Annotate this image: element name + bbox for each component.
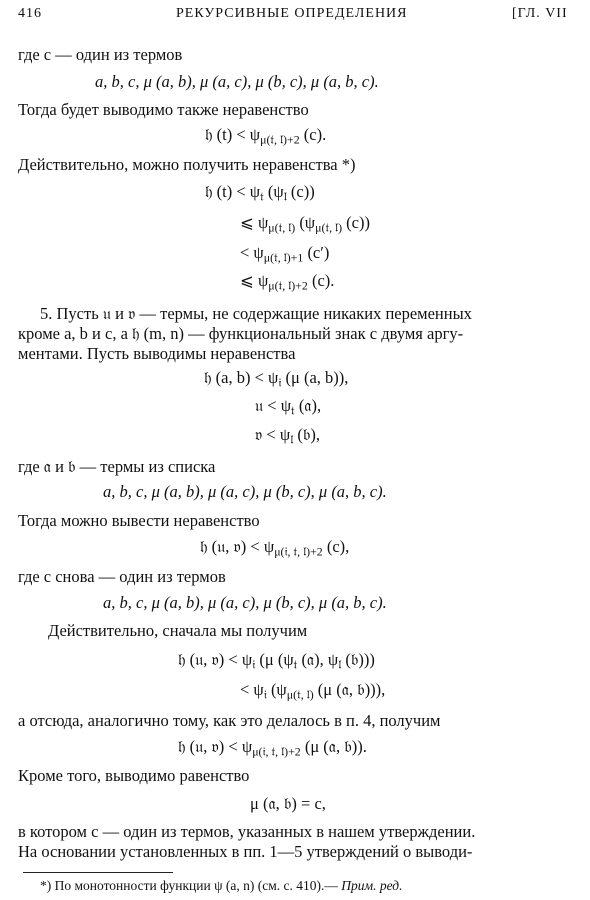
text-line: Действительно, сначала мы получим bbox=[48, 621, 308, 640]
text-line: Кроме того, выводимо равенство bbox=[18, 766, 250, 785]
formula: μ (𝔞, 𝔟) = c, bbox=[250, 794, 326, 813]
text-line: Тогда будет выводимо также неравенство bbox=[18, 100, 309, 119]
editor-note: Прим. ред. bbox=[341, 878, 403, 893]
formula-terms: a, b, c, μ (a, b), μ (a, c), μ (b, c), μ (a, b, c). bbox=[103, 593, 387, 612]
text-line: а отсюда, аналогично тому, как это делалось в п. 4, получим bbox=[18, 711, 441, 730]
text-line: где 𝔞 и 𝔟 — термы из списка bbox=[18, 457, 216, 476]
formula: 𝔥 $(t) < \psi_𝔱$ ($\psi_𝔩$ (c)) bbox=[205, 182, 315, 204]
page-number: 416 bbox=[18, 6, 42, 21]
text-line: На основании установленных в пп. 1—5 утверждений о выводи- bbox=[18, 842, 473, 861]
formula: 𝔥 $(t) < \psi_{\mu(𝔱, 𝔩)+2}$ (c). bbox=[205, 125, 327, 147]
formula: 𝔥 (a, $b) < \psi_𝔦$ (μ (a, b)), bbox=[204, 368, 349, 390]
formula: 𝔥 (𝔲, 𝔳) < $\psi_{\mu(𝔦, 𝔱, 𝔩)+2}$ (μ (𝔞, 𝔟)). bbox=[178, 737, 367, 759]
formula: < $\psi_{\mu(𝔱, 𝔩)+1}$ (c′) bbox=[240, 243, 330, 265]
text-line: в котором c — один из термов, указанных в нашем утверждении. bbox=[18, 822, 476, 841]
formula: ⩽ $\psi_{\mu(𝔱, 𝔩)}$ ($\psi_{\mu(𝔱, 𝔩)}$ (c)) bbox=[240, 213, 370, 235]
running-title: РЕКУРСИВНЫЕ ОПРЕДЕЛЕНИЯ bbox=[176, 6, 408, 21]
text-line: кроме a, b и c, а 𝔥 (m, n) — функциональный знак с двумя аргу- bbox=[18, 324, 464, 343]
formula: 𝔥 (𝔲, 𝔳) < $\psi_{\mu(𝔦, 𝔱, 𝔩)+2}$ (c), bbox=[200, 537, 350, 559]
text-line: ментами. Пусть выводимы неравенства bbox=[18, 344, 296, 363]
formula-terms: a, b, c, μ (a, b), μ (a, c), μ (b, c), μ (a, b, c). bbox=[95, 72, 379, 91]
formula: 𝔥 (𝔲, 𝔳) < $\psi_𝔦$ (μ ($\psi_𝔱$ (𝔞), $\psi_𝔩$ (𝔟))) bbox=[178, 650, 375, 672]
text-line: где c — один из термов bbox=[18, 45, 183, 64]
formula: < $\psi_𝔦$ ($\psi_{\mu(𝔱, 𝔩)}$ (μ (𝔞, 𝔟))), bbox=[240, 680, 386, 702]
footnote: *) По монотонности функции ψ (a, n) (см. с. 410).— Прим. ред. bbox=[40, 878, 403, 893]
formula: 𝔳 < $\psi_𝔩$ (𝔟), bbox=[255, 425, 320, 447]
text-line: где c снова — один из термов bbox=[18, 567, 226, 586]
footnote-rule bbox=[23, 872, 173, 873]
formula: ⩽ $\psi_{\mu(𝔱, 𝔩)+2}$ (c). bbox=[240, 271, 335, 293]
chapter-label: [ГЛ. VII bbox=[512, 6, 568, 21]
text-line: Тогда можно вывести неравенство bbox=[18, 511, 260, 530]
formula-terms: a, b, c, μ (a, b), μ (a, c), μ (b, c), μ (a, b, c). bbox=[103, 482, 387, 501]
formula: 𝔲 < $\psi_𝔱$ (𝔞), bbox=[255, 396, 322, 418]
text-line: 5. Пусть 𝔲 и 𝔳 — термы, не содержащие никаких переменных bbox=[40, 304, 472, 323]
text-line: Действительно, можно получить неравенства *) bbox=[18, 155, 356, 174]
